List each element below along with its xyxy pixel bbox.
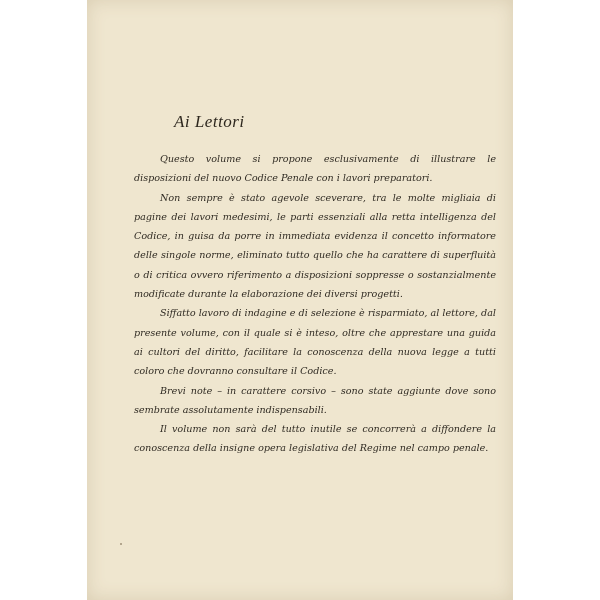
paragraph-5: Il volume non sarà del tutto inutile se concorrerà a diffondere la conoscenza della insigne opera legislativa del Regime nel campo penale. xyxy=(134,424,496,455)
paper-speck xyxy=(120,543,122,545)
paragraph-2: Non sempre è stato agevole sceverare, tra le molte migliaia di pagine dei lavori medesimi, le parti essenziali alla retta intelligenza del Codice, in guisa da porre in immediata evidenza il concetto informatore delle singole norme, eliminato tutto quello che ha carattere di superfluità o di critica ovvero riferimento a disposizioni soppresse o sostanzialmente modificate durante la elaborazione dei diversi progetti. xyxy=(134,192,496,301)
paragraph-1: Questo volume si propone esclusivamente di illustrare le disposizioni del nuovo Codice Penale con i lavori preparatori. xyxy=(134,154,496,185)
book-page xyxy=(87,0,513,600)
paragraph-3: Siffatto lavoro di indagine e di selezione è risparmiato, al lettore, dal presente volume, con il quale si è inteso, oltre che apprestare una guida ai cultori del diritto, facilitare la conoscenza della nuova legge a tutti coloro che dovranno consultare il Codice. xyxy=(134,308,496,378)
preface-text xyxy=(134,150,496,459)
paragraph-4: Brevi note – in carattere corsivo – sono state aggiunte dove sono sembrate assolutamente indispensabili. xyxy=(134,385,496,416)
page-title: Ai Lettori xyxy=(174,112,245,131)
page-content xyxy=(134,112,496,459)
